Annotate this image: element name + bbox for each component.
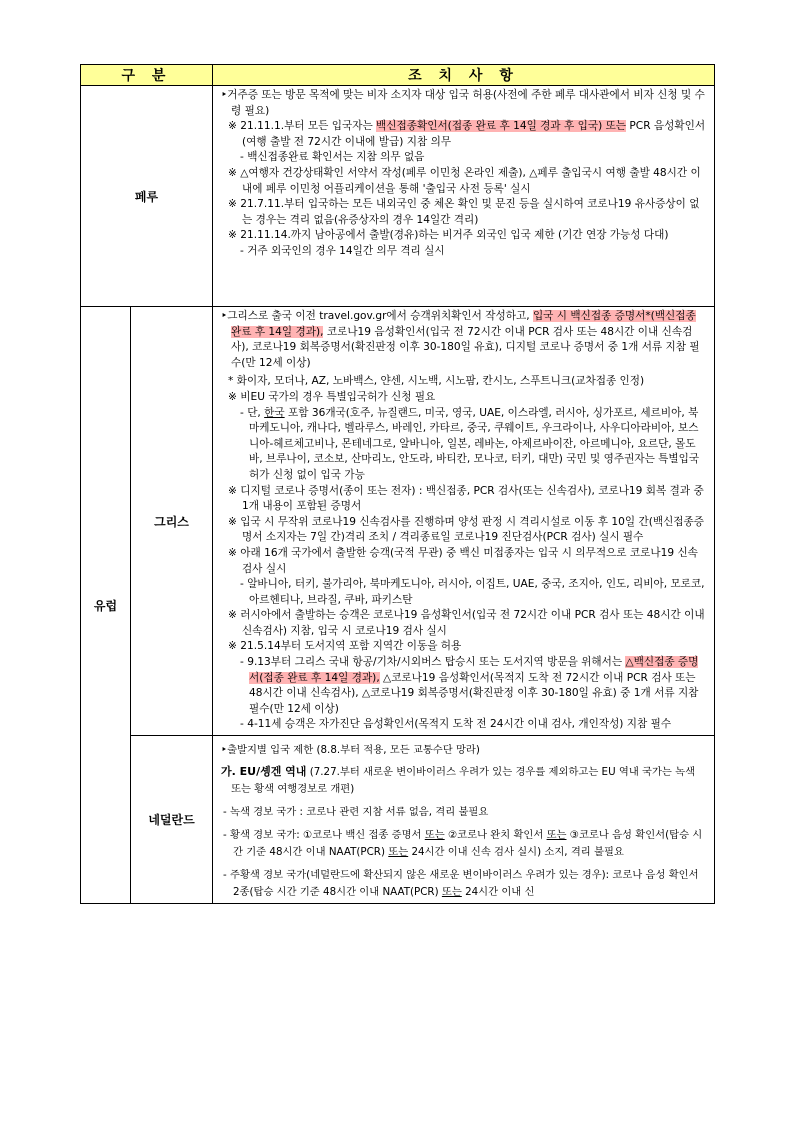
- measures-table: [80, 64, 715, 904]
- list-item: - 4-11세 승객은 자가진단 음성확인서(목적지 도착 전 24시간 이내 검사, 개인작성) 지참 필수: [240, 718, 672, 731]
- list-item: - 황색 경보 국가: ①코로나 백신 접종 증명서 또는 ②코로나 완치 확인서 또는 ③코로나 음성 확인서(탑승 시간 기준 48시간 이내 NAAT(PCR) 또는 24시간 이내 신속 검사 실시) 소지, 격리 불필요: [223, 829, 703, 859]
- measures-cell-greece: [213, 307, 715, 736]
- list-item: ‣거주증 또는 방문 목적에 맞는 비자 소지자 대상 입국 허용(사전에 주한 페루 대사관에서 비자 신청 및 수령 필요): [221, 89, 705, 117]
- measures-cell-netherlands: [213, 736, 715, 904]
- region-cell-europe: 유럽: [81, 307, 131, 904]
- country-cell-greece: 그리스: [131, 307, 213, 736]
- list-item: - 거주 외국인의 경우 14일간 의무 격리 실시: [240, 244, 445, 257]
- list-item: ‣출발지별 입국 제한 (8.8.부터 적용, 모든 교통수단 망라): [221, 744, 480, 757]
- list-item: ※ 디지털 코로나 증명서(종이 또는 전자) : 백신접종, PCR 검사(또는 신속검사), 코로나19 회복 결과 중 1개 내용이 포함된 증명서: [228, 484, 704, 513]
- list-item: - 녹색 경보 국가 : 코로나 관련 지참 서류 없음, 격리 불필요: [223, 806, 489, 819]
- list-item: * 화이자, 모더나, AZ, 노바백스, 얀센, 시노백, 시노팜, 칸시노, 스푸트니크(교차접종 인정): [228, 375, 645, 388]
- list-item: ※ △여행자 건강상태확인 서약서 작성(페루 이민청 온라인 제출), △페루 출입국시 여행 출발 48시간 이내에 페루 이민청 어플리케이션을 통해 '출입국 사전 등록' 실시: [228, 166, 701, 195]
- list-item: 가. EU/솅겐 역내 (7.27.부터 새로운 변이바이러스 우려가 있는 경우를 제외하고는 EU 역내 국가는 녹색 또는 황색 여행경보로 개편): [221, 765, 696, 796]
- list-item: ※ 21.7.11.부터 입국하는 모든 내외국인 중 체온 확인 및 문진 등을 실시하여 코로나19 유사증상이 없는 경우는 격리 없음(유증상자의 경우 14일간 격리): [228, 198, 700, 226]
- country-cell-peru: 페루: [81, 86, 213, 307]
- table-header-row: [81, 65, 715, 86]
- highlight: △백신접종 증명서(접종 완료 후 14일 경과),: [249, 656, 699, 684]
- list-item: - 백신접종완료 확인서는 지참 의무 없음: [240, 151, 425, 164]
- list-item: ※ 아래 16개 국가에서 출발한 승객(국적 무관) 중 백신 미접종자는 입국 시 의무적으로 코로나19 신속검사 실시: [228, 546, 698, 575]
- table-row-peru: [81, 86, 715, 307]
- list-item: ※ 입국 시 무작위 코로나19 신속검사를 진행하며 양성 판정 시 격리시설로 이동 후 10일 간(백신접종증명서 소지자는 7일 간)격리 조치 / 격리종료일 코로나19 진단검사(PCR 검사) 실시 필수: [228, 515, 705, 544]
- list-item: ※ 러시아에서 출발하는 승객은 코로나19 음성확인서(입국 전 72시간 이내 PCR 검사 또는 48시간 이내 신속검사) 지참, 입국 시 코로나19 검사 실시: [228, 609, 705, 637]
- list-item: ※ 21.11.1.부터 모든 입국자는 백신접종확인서(접종 완료 후 14일 경과 후 입국) 또는 PCR 음성확인서(여행 출발 전 72시간 이내에 발급) 지참 의무: [228, 120, 706, 148]
- list-item: ※ 21.11.14.까지 남아공에서 출발(경유)하는 비거주 외국인 입국 제한 (기간 연장 가능성 다대): [228, 229, 669, 242]
- list-item: ※ 21.5.14부터 도서지역 포함 지역간 이동을 허용: [228, 640, 462, 653]
- header-category: 구 분: [81, 65, 213, 86]
- header-measures: 조 치 사 항: [213, 65, 715, 86]
- list-item: - 알바니아, 터키, 불가리아, 북마케도니아, 러시아, 이집트, UAE, 중국, 조지아, 인도, 리비아, 모로코, 아르헨티나, 브라질, 쿠바, 파키스탄: [240, 578, 705, 606]
- table-row-netherlands: [81, 736, 715, 904]
- list-item: - 주황색 경보 국가(네덜란드에 확산되지 않은 새로운 변이바이러스 우려가 있는 경우): 코로나 음성 확인서 2종(탑승 시간 기준 48시간 이내 NAAT(PCR) 또는 24시간 이내 신: [223, 869, 699, 899]
- list-item: ※ 비EU 국가의 경우 특별입국허가 신청 필요: [228, 390, 436, 403]
- measures-cell-peru: [213, 86, 715, 307]
- list-item: - 9.13부터 그리스 국내 항공/기차/시외버스 탑승시 또는 도서지역 방문을 위해서는 △백신접종 증명서(접종 완료 후 14일 경과), △코로나19 음성확인서(목적지 도착 전 72시간 이내 PCR 검사 또는 48시간 이내 신속검사), △코로나19 회복증명서(확진판정 이후 30-180일 유효) 중 1개 서류 지참 필수(만 12세 이상): [240, 656, 699, 715]
- list-item: - 단, 한국 포함 36개국(호주, 뉴질랜드, 미국, 영국, UAE, 이스라엘, 러시아, 싱가포르, 세르비아, 북마케도니아, 캐나다, 벨라루스, 바레인, 카타르, 중국, 쿠웨이트, 우크라이나, 사우디아라비아, 보스니아-헤르체고비나, 몬테네그로, 알바니아, 일본, 레바논, 아제르바이잔, 아르메니아, 요르단, 몰도바, 브루나이, 코소보, 산마리노, 안도라, 바티칸, 모나코, 터키, 대만) 국민 및 영주권자는 특별입국허가 신청 없이 입국 가능: [240, 406, 700, 481]
- table-row-greece: [81, 307, 715, 736]
- highlight: 입국 시 백신접종 증명서*(백신접종 완료 후 14일 경과),: [231, 310, 696, 338]
- list-item: ‣그리스로 출국 이전 travel.gov.gr에서 승객위치확인서 작성하고, 입국 시 백신접종 증명서*(백신접종 완료 후 14일 경과), 코로나19 음성확인서(입국 전 72시간 이내 PCR 검사 또는 48시간 이내 신속검사), 코로나19 회복증명서(확진판정 이후 30-180일 유효), 디지털 코로나 증명서 중 1개 서류 지참 필수(만 12세 이상): [221, 310, 700, 369]
- highlight: 백신접종확인서(접종 완료 후 14일 경과 후 입국) 또는: [376, 120, 627, 133]
- country-cell-netherlands: 네덜란드: [131, 736, 213, 904]
